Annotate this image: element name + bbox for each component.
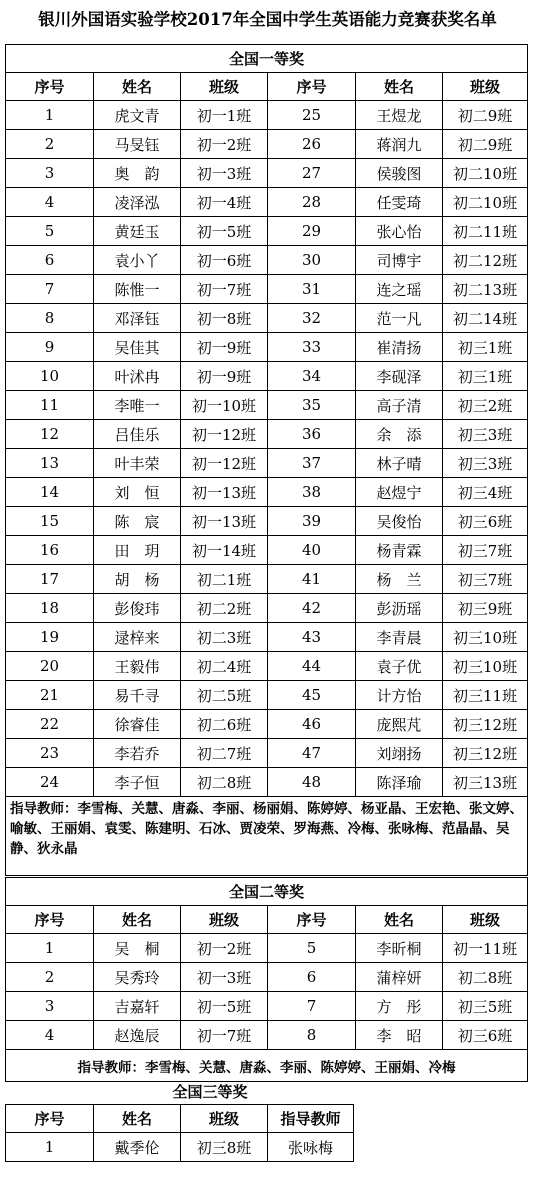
column-header: 姓名 [356, 906, 443, 934]
table-cell: 初一12班 [181, 449, 268, 478]
column-header: 班级 [181, 906, 268, 934]
table-cell: 崔清扬 [356, 333, 443, 362]
table-cell: 初二10班 [443, 159, 528, 188]
table-cell: 刘翊扬 [356, 739, 443, 768]
table-cell: 初三10班 [443, 623, 528, 652]
table-row [6, 420, 528, 449]
table-cell: 初二13班 [443, 275, 528, 304]
table-cell: 初三7班 [443, 536, 528, 565]
table-cell: 张心怡 [356, 217, 443, 246]
table-row [6, 449, 528, 478]
table-cell: 23 [6, 739, 94, 768]
column-header: 姓名 [356, 73, 443, 101]
table-cell: 4 [6, 188, 94, 217]
column-header: 姓名 [94, 906, 181, 934]
table-cell: 28 [268, 188, 356, 217]
table-row [6, 681, 528, 710]
table-row [6, 1021, 528, 1050]
table-row [6, 739, 528, 768]
table-cell: 林子晴 [356, 449, 443, 478]
table-cell: 初三8班 [181, 1133, 268, 1162]
column-header: 指导教师 [268, 1105, 354, 1133]
table-header-row [6, 73, 528, 101]
table-cell: 初三4班 [443, 478, 528, 507]
column-header: 姓名 [94, 73, 181, 101]
table-cell: 陈惟一 [94, 275, 181, 304]
table-cell: 奥 韵 [94, 159, 181, 188]
second-prize-heading: 全国二等奖 [6, 878, 528, 906]
table-cell: 初二10班 [443, 188, 528, 217]
table-cell: 初二4班 [181, 652, 268, 681]
table-row [6, 710, 528, 739]
second-prize-teachers-row [6, 1050, 528, 1082]
third-prize-heading: 全国三等奖 [172, 1083, 248, 1101]
table-cell: 吴 桐 [94, 934, 181, 963]
table-cell: 1 [6, 934, 94, 963]
table-cell: 初一12班 [181, 420, 268, 449]
table-cell: 李若乔 [94, 739, 181, 768]
table-cell: 李子恒 [94, 768, 181, 797]
table-cell: 初一3班 [181, 159, 268, 188]
column-header: 序号 [268, 906, 356, 934]
table-cell: 初二14班 [443, 304, 528, 333]
column-header: 姓名 [94, 1105, 181, 1133]
table-cell: 2 [6, 130, 94, 159]
table-cell: 李唯一 [94, 391, 181, 420]
column-header: 班级 [181, 1105, 268, 1133]
table-row [6, 594, 528, 623]
table-cell: 22 [6, 710, 94, 739]
table-cell: 初二5班 [181, 681, 268, 710]
table-row [6, 217, 528, 246]
table-row [6, 246, 528, 275]
table-cell: 7 [6, 275, 94, 304]
table-cell: 赵逸辰 [94, 1021, 181, 1050]
table-cell: 39 [268, 507, 356, 536]
table-row [6, 768, 528, 797]
table-cell: 初三5班 [443, 992, 528, 1021]
column-header: 班级 [443, 906, 528, 934]
table-cell: 初一9班 [181, 362, 268, 391]
table-row [6, 275, 528, 304]
table-row [6, 159, 528, 188]
table-cell: 15 [6, 507, 94, 536]
table-cell: 46 [268, 710, 356, 739]
table-cell: 24 [6, 768, 94, 797]
table-cell: 初二8班 [181, 768, 268, 797]
table-cell: 34 [268, 362, 356, 391]
table-cell: 初二9班 [443, 101, 528, 130]
table-cell: 初三3班 [443, 449, 528, 478]
table-cell: 初一2班 [181, 130, 268, 159]
column-header: 序号 [268, 73, 356, 101]
table-cell: 36 [268, 420, 356, 449]
table-cell: 初三1班 [443, 362, 528, 391]
table-cell: 初一9班 [181, 333, 268, 362]
table-cell: 初一10班 [181, 391, 268, 420]
table-row [6, 362, 528, 391]
table-cell: 2 [6, 963, 94, 992]
table-cell: 42 [268, 594, 356, 623]
table-cell: 初三2班 [443, 391, 528, 420]
first-prize-teachers-row [6, 797, 528, 876]
table-cell: 李 昭 [356, 1021, 443, 1050]
table-cell: 8 [268, 1021, 356, 1050]
table-cell: 初三10班 [443, 652, 528, 681]
table-cell: 初一13班 [181, 507, 268, 536]
table-row [6, 188, 528, 217]
table-row [6, 391, 528, 420]
column-header: 班级 [443, 73, 528, 101]
table-cell: 初三9班 [443, 594, 528, 623]
table-cell: 陈 宸 [94, 507, 181, 536]
table-cell: 凌泽泓 [94, 188, 181, 217]
table-cell: 范一凡 [356, 304, 443, 333]
table-cell: 初二6班 [181, 710, 268, 739]
table-cell: 12 [6, 420, 94, 449]
table-cell: 38 [268, 478, 356, 507]
table-cell: 初三6班 [443, 507, 528, 536]
table-cell: 初二3班 [181, 623, 268, 652]
table-cell: 初一13班 [181, 478, 268, 507]
table-cell: 赵煜宁 [356, 478, 443, 507]
table-cell: 初一1班 [181, 101, 268, 130]
table-cell: 5 [6, 217, 94, 246]
table-row [6, 1133, 354, 1162]
table-cell: 10 [6, 362, 94, 391]
table-cell: 蒋润九 [356, 130, 443, 159]
table-cell: 王煜龙 [356, 101, 443, 130]
table-cell: 32 [268, 304, 356, 333]
table-cell: 吕佳乐 [94, 420, 181, 449]
table-cell: 初一11班 [443, 934, 528, 963]
table-cell: 初二8班 [443, 963, 528, 992]
table-cell: 5 [268, 934, 356, 963]
table-cell: 司博宇 [356, 246, 443, 275]
table-cell: 44 [268, 652, 356, 681]
table-cell: 14 [6, 478, 94, 507]
table-cell: 初一14班 [181, 536, 268, 565]
third-prize-table [5, 1104, 354, 1162]
table-cell: 黄廷玉 [94, 217, 181, 246]
column-header: 序号 [6, 73, 94, 101]
table-cell: 吴俊怡 [356, 507, 443, 536]
table-cell: 45 [268, 681, 356, 710]
table-cell: 17 [6, 565, 94, 594]
table-cell: 7 [268, 992, 356, 1021]
table-cell: 8 [6, 304, 94, 333]
table-cell: 4 [6, 1021, 94, 1050]
table-cell: 33 [268, 333, 356, 362]
table-cell: 初二9班 [443, 130, 528, 159]
table-cell: 连之瑶 [356, 275, 443, 304]
second-prize-teachers: 指导教师：李雪梅、关慧、唐淼、李丽、陈婷婷、王丽娟、冷梅 [6, 1050, 528, 1082]
table-cell: 任雯琦 [356, 188, 443, 217]
table-cell: 戴季伦 [94, 1133, 181, 1162]
table-cell: 初一7班 [181, 1021, 268, 1050]
table-cell: 杨 兰 [356, 565, 443, 594]
table-cell: 初三6班 [443, 1021, 528, 1050]
table-cell: 初一2班 [181, 934, 268, 963]
table-cell: 王毅伟 [94, 652, 181, 681]
table-row [6, 536, 528, 565]
table-cell: 初一7班 [181, 275, 268, 304]
table-header-row [6, 1105, 354, 1133]
table-cell: 初三11班 [443, 681, 528, 710]
table-cell: 张咏梅 [268, 1133, 354, 1162]
table-cell: 吉嘉轩 [94, 992, 181, 1021]
table-cell: 胡 杨 [94, 565, 181, 594]
table-cell: 初一5班 [181, 992, 268, 1021]
table-cell: 37 [268, 449, 356, 478]
table-row [6, 992, 528, 1021]
table-cell: 易千寻 [94, 681, 181, 710]
table-cell: 陈泽瑜 [356, 768, 443, 797]
table-cell: 吴秀玲 [94, 963, 181, 992]
table-cell: 刘 恒 [94, 478, 181, 507]
document-title: 银川外国语实验学校2017年全国中学生英语能力竞赛获奖名单 [38, 10, 497, 29]
table-cell: 27 [268, 159, 356, 188]
table-cell: 初三13班 [443, 768, 528, 797]
first-prize-teachers: 指导教师：李雪梅、关慧、唐淼、李丽、杨丽娟、陈婷婷、杨亚晶、王宏艳、张文婷、喻敏、王丽娟、袁雯、陈建明、石冰、贾凌荣、罗海燕、冷梅、张咏梅、范晶晶、吴静、狄永晶 [6, 797, 528, 876]
table-cell: 逯梓来 [94, 623, 181, 652]
table-cell: 马旻钰 [94, 130, 181, 159]
table-cell: 初三12班 [443, 739, 528, 768]
table-cell: 48 [268, 768, 356, 797]
table-row [6, 507, 528, 536]
table-row [6, 304, 528, 333]
table-cell: 21 [6, 681, 94, 710]
table-row [6, 101, 528, 130]
table-cell: 初二11班 [443, 217, 528, 246]
table-cell: 初二7班 [181, 739, 268, 768]
table-cell: 虎文青 [94, 101, 181, 130]
table-cell: 29 [268, 217, 356, 246]
table-cell: 计方怡 [356, 681, 443, 710]
table-cell: 初二12班 [443, 246, 528, 275]
table-cell: 初一3班 [181, 963, 268, 992]
table-cell: 初三1班 [443, 333, 528, 362]
table-cell: 李昕桐 [356, 934, 443, 963]
table-cell: 吴佳其 [94, 333, 181, 362]
table-cell: 邓泽钰 [94, 304, 181, 333]
table-cell: 20 [6, 652, 94, 681]
table-row [6, 623, 528, 652]
table-cell: 侯骏图 [356, 159, 443, 188]
table-cell: 庞熙芃 [356, 710, 443, 739]
first-prize-table [5, 44, 528, 876]
table-row [6, 130, 528, 159]
table-cell: 1 [6, 1133, 94, 1162]
table-header-row [6, 906, 528, 934]
table-row [6, 333, 528, 362]
table-cell: 徐睿佳 [94, 710, 181, 739]
table-cell: 初二2班 [181, 594, 268, 623]
table-cell: 26 [268, 130, 356, 159]
table-cell: 16 [6, 536, 94, 565]
table-cell: 袁子优 [356, 652, 443, 681]
table-cell: 41 [268, 565, 356, 594]
table-cell: 3 [6, 159, 94, 188]
table-cell: 47 [268, 739, 356, 768]
column-header: 序号 [6, 1105, 94, 1133]
table-cell: 30 [268, 246, 356, 275]
table-cell: 李砚泽 [356, 362, 443, 391]
first-prize-heading: 全国一等奖 [6, 45, 528, 73]
table-row [6, 478, 528, 507]
table-cell: 9 [6, 333, 94, 362]
table-cell: 35 [268, 391, 356, 420]
table-cell: 初一4班 [181, 188, 268, 217]
column-header: 序号 [6, 906, 94, 934]
table-cell: 3 [6, 992, 94, 1021]
table-cell: 6 [6, 246, 94, 275]
table-cell: 25 [268, 101, 356, 130]
table-cell: 叶沭冉 [94, 362, 181, 391]
table-cell: 方 彤 [356, 992, 443, 1021]
table-cell: 11 [6, 391, 94, 420]
table-row [6, 963, 528, 992]
second-prize-table [5, 877, 528, 1082]
table-cell: 初三12班 [443, 710, 528, 739]
table-cell: 43 [268, 623, 356, 652]
table-cell: 初一6班 [181, 246, 268, 275]
table-cell: 彭俊玮 [94, 594, 181, 623]
table-cell: 初一8班 [181, 304, 268, 333]
table-cell: 初三3班 [443, 420, 528, 449]
table-cell: 高子清 [356, 391, 443, 420]
table-cell: 蒲梓妍 [356, 963, 443, 992]
table-cell: 18 [6, 594, 94, 623]
table-cell: 田 玥 [94, 536, 181, 565]
table-row [6, 565, 528, 594]
table-cell: 40 [268, 536, 356, 565]
table-row [6, 934, 528, 963]
table-cell: 余 添 [356, 420, 443, 449]
column-header: 班级 [181, 73, 268, 101]
table-cell: 31 [268, 275, 356, 304]
table-cell: 叶丰荣 [94, 449, 181, 478]
table-row [6, 652, 528, 681]
table-cell: 初三7班 [443, 565, 528, 594]
table-cell: 杨青霖 [356, 536, 443, 565]
table-cell: 6 [268, 963, 356, 992]
table-cell: 13 [6, 449, 94, 478]
table-cell: 彭沥瑶 [356, 594, 443, 623]
table-cell: 19 [6, 623, 94, 652]
table-cell: 李青晨 [356, 623, 443, 652]
table-cell: 初二1班 [181, 565, 268, 594]
table-cell: 初一5班 [181, 217, 268, 246]
table-cell: 1 [6, 101, 94, 130]
table-cell: 袁小丫 [94, 246, 181, 275]
